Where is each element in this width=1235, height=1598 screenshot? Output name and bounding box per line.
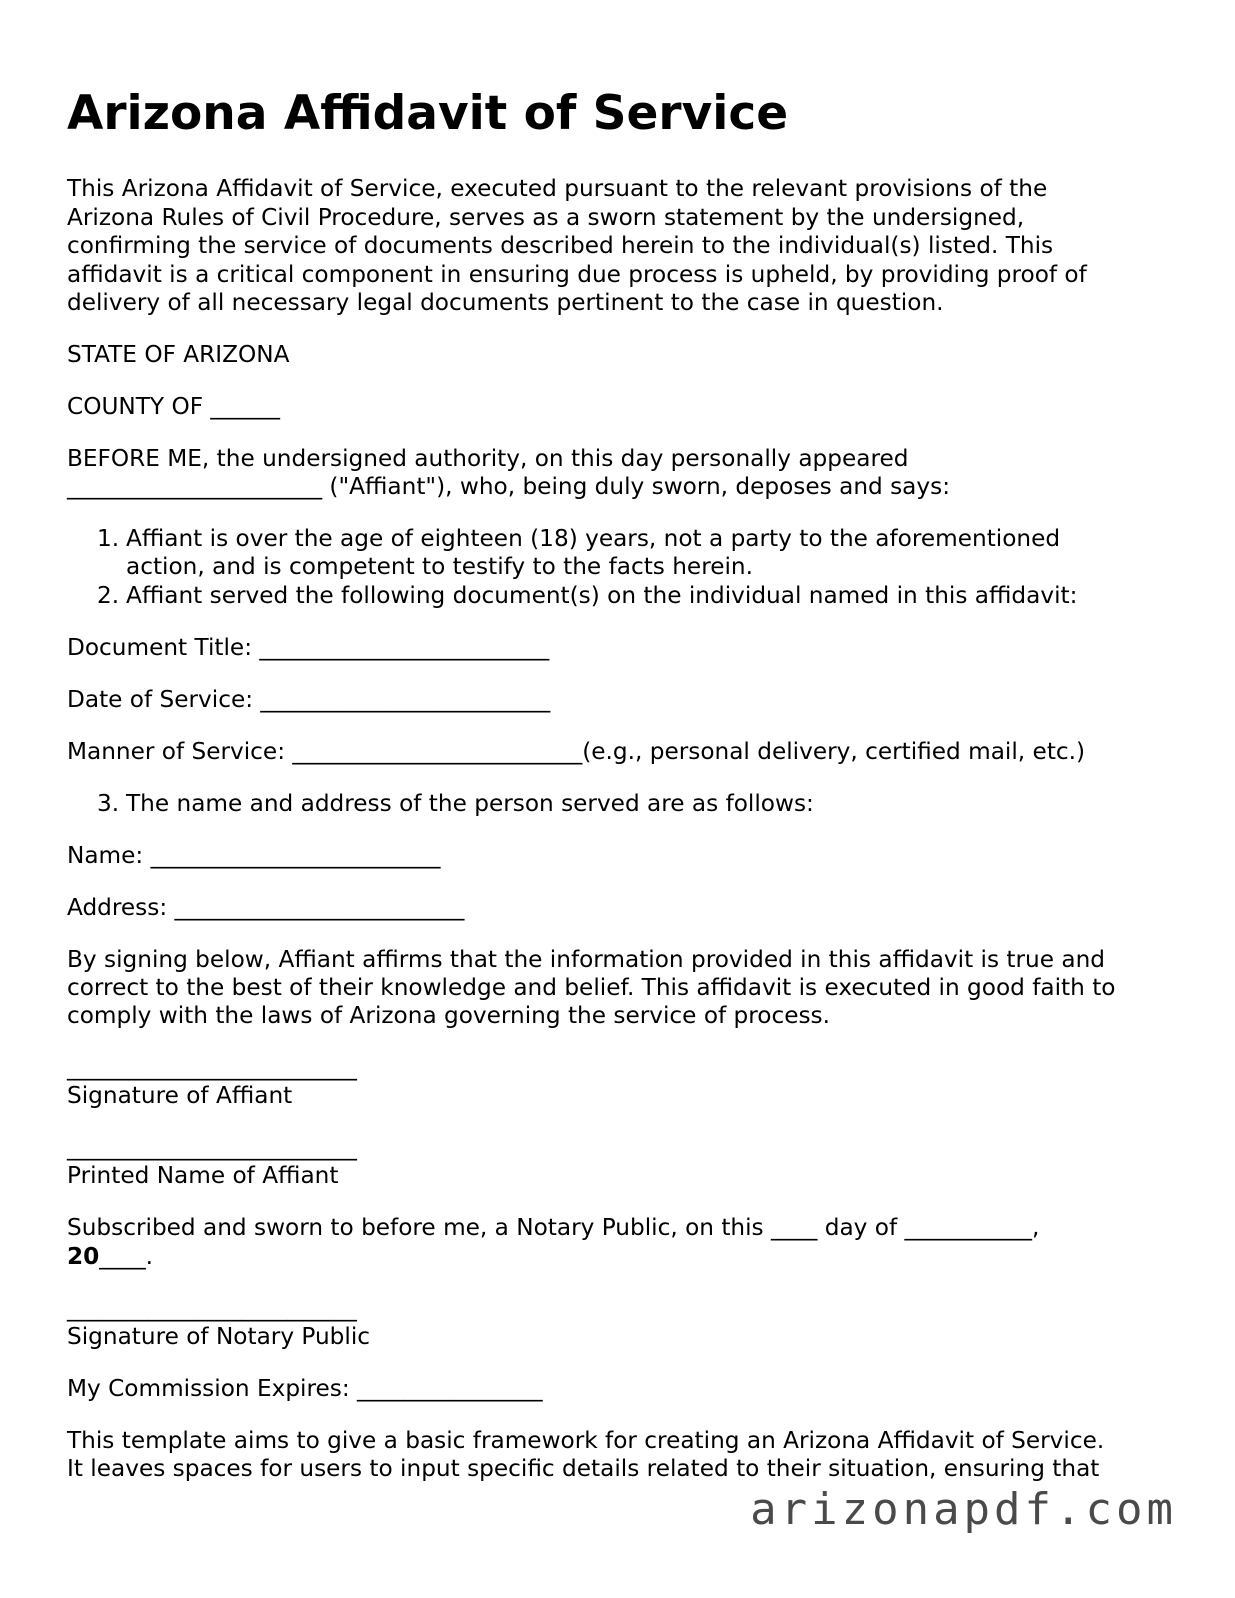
commission-expires-field: My Commission Expires: ________________	[67, 1375, 543, 1402]
list-item-1-line-1: Affiant is over the age of eighteen (18) years, not a party to the aforementioned	[126, 525, 1061, 552]
subscribed-line-2	[67, 1243, 153, 1271]
list-number-1: 1.	[97, 525, 120, 552]
intro-line-4: affidavit is a critical component in ensuring due process is upheld, by providing proof of	[67, 260, 1087, 288]
intro-line-1: This Arizona Affidavit of Service, executed pursuant to the relevant provisions of the	[67, 175, 1048, 202]
state-line: STATE OF ARIZONA	[67, 341, 290, 368]
affiant-signature-line: _________________________	[67, 1054, 357, 1081]
affiant-signature-label: Signature of Affiant	[67, 1082, 293, 1109]
printed-name-line: _________________________	[67, 1134, 357, 1161]
list-number-2: 2.	[97, 582, 120, 609]
notary-signature-label: Signature of Notary Public	[67, 1323, 371, 1350]
list-item-1-line-2: action, and is competent to testify to the facts herein.	[126, 553, 753, 580]
notary-signature-line: _________________________	[67, 1295, 357, 1322]
before-me-line-2: ______________________ ("Affiant"), who, being duly sworn, deposes and says:	[67, 473, 951, 500]
year-blank: ____.	[99, 1243, 154, 1270]
intro-line-2: Arizona Rules of Civil Procedure, serves as a sworn statement by the undersigned,	[67, 203, 1025, 231]
subscribed-line-1: Subscribed and sworn to before me, a Notary Public, on this ____ day of ___________,	[67, 1214, 1040, 1241]
intro-line-3: confirming the service of documents described herein to the individual(s) listed. This	[67, 232, 1054, 259]
list-item-3-line-1: The name and address of the person served are as follows:	[126, 790, 814, 817]
county-line: COUNTY OF ______	[67, 393, 280, 420]
list-item-2-line-1: Affiant served the following document(s) on the individual named in this affidavit:	[126, 582, 1078, 609]
address-field: Address: _________________________	[67, 894, 465, 921]
year-prefix: 20	[67, 1243, 100, 1270]
closing-line-2: It leaves spaces for users to input specific details related to their situation, ensuring that	[67, 1455, 1100, 1482]
affirmation-line-3: comply with the laws of Arizona governing the service of process.	[67, 1002, 831, 1029]
date-of-service-field: Date of Service: _________________________	[67, 686, 551, 713]
closing-line-1: This template aims to give a basic framework for creating an Arizona Affidavit of Service.	[67, 1427, 1105, 1454]
affirmation-line-1: By signing below, Affiant affirms that the information provided in this affidavit is true and	[67, 946, 1106, 973]
document-title-field: Document Title: _________________________	[67, 634, 550, 661]
name-field: Name: _________________________	[67, 842, 441, 869]
page-title: Arizona Affidavit of Service	[67, 86, 789, 141]
list-number-3: 3.	[97, 790, 120, 817]
intro-line-5: delivery of all necessary legal documents pertinent to the case in question.	[67, 289, 944, 316]
affirmation-line-2: correct to the best of their knowledge and belief. This affidavit is executed in good faith to	[67, 974, 1116, 1001]
printed-name-label: Printed Name of Affiant	[67, 1162, 339, 1189]
site-watermark: arizonapdf.com	[750, 1484, 1177, 1535]
before-me-line-1: BEFORE ME, the undersigned authority, on this day personally appeared	[67, 445, 909, 472]
manner-of-service-field: Manner of Service: _________________________(e.g., personal delivery, certified mail, etc.)	[67, 738, 1086, 765]
